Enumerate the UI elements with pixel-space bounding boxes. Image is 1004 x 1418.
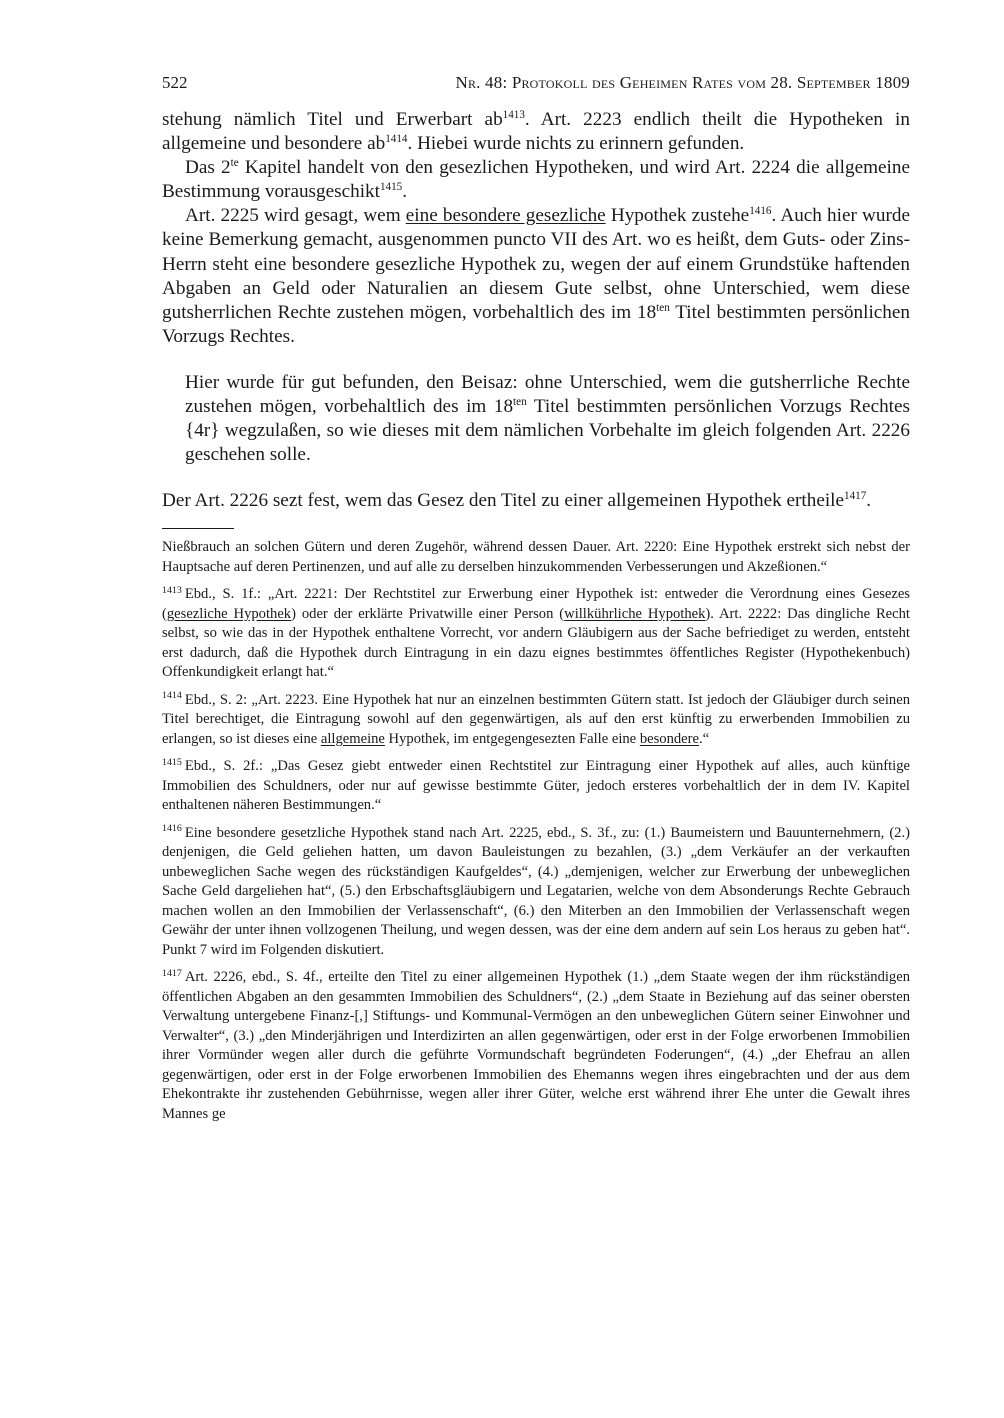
footnote-1416 (162, 824, 910, 961)
footnote-number: 1415 (162, 756, 182, 768)
footnote-1417 (162, 968, 910, 1124)
underlined-phrase: besondere (639, 730, 699, 747)
running-title: Nr. 48: Protokoll des Geheimen Rates vom 28. September 1809 (455, 73, 910, 92)
text-run: Art. 2225 wird gesagt, wem (185, 205, 406, 227)
document-page (162, 72, 910, 1132)
footnote-continuation: Nießbrauch an solchen Gütern und deren Zugehör, während dessen Dauer. Art. 2220: Eine Hypothek erstrekt sich nebst der Hauptsache auf deren Pertinenzen, und auf alle zu derselben hinzukommenden Verbesserungen und Akzeßionen.“ (162, 539, 910, 575)
text-run: Hypothek zustehe (605, 205, 750, 227)
text-run: ). Art. 2222: Das dingliche Recht selbst, so wie das in der Hypothek enthaltene Vorrecht, vor andern Gläubigern aus der Sache befriediget zu werden, entsteht erst dadurch, daß die Hypothek durch Eintragung in ein dazu eignes bestimmtes öffentliches Register (Hypothekenbuch) Offenkundigkeit erlangt hat.“ (162, 605, 910, 681)
text-run: Hier wurde für gut befunden, den Beisaz: ohne Unterschied, wem die gutsherrliche Rechte zustehen mögen, vorbehaltlich des im 18 (185, 371, 910, 418)
text-run: Ebd., S. 1f.: „Art. 2221: Der Rechtstitel zur Erwerbung einer Hypothek ist: entweder die Verordnung eines Gesezes ( (162, 586, 910, 622)
page-number: 522 (162, 73, 188, 92)
main-text (162, 108, 910, 513)
footnote-ref-1417[interactable]: 1417 (844, 490, 867, 503)
footnote-number: 1414 (162, 690, 182, 702)
superscript-ten: ten (513, 396, 527, 409)
underlined-phrase: gesezliche Hypothek (166, 605, 292, 622)
text-run: Titel bestimmten persönlichen Vorzugs Rechtes {4r} wegzulaßen, so wie dieses mit dem nämlichen Vorbehalte im gleich folgenden Art. 2226 geschehen solle. (185, 396, 910, 466)
footnote-number: 1416 (162, 823, 182, 835)
resolution-quote (185, 371, 910, 467)
footnote-ref-1415[interactable]: 1415 (379, 181, 403, 194)
running-head (162, 72, 910, 94)
footnote-number: 1417 (162, 967, 182, 979)
text-run: Art. 2226, ebd., S. 4f., erteilte den Titel zu einer allgemeinen Hypothek (1.) „dem Staate wegen der ihm rückständigen öffentlichen Abgaben an den gesammten Immobilien des Schuldners“, (2.) „dem Staate in Beziehung auf das seiner obersten Verwaltung untergebene Finanz-[,] Stiftungs- und Kommunal-Vermögen an den unbeweglichen Gütern seiner Einwohner und Verwalter“, (3.) „den Minderjährigen und Interdizirten an allen gegenwärtigen, oder erst in der Folge erworbenen Immobilien ihrer Vormünder wegen aller durch die geführte Vormundschaft begründeten Foderungen“, (4.) „der Ehefrau an allen gegenwärtigen, oder erst in der Folge erworbenen Immobilien des Ehemanns wegen ihres eingebrachten und der aus dem Ehekontrakte ihr zustehenden Gebührnisse, wegen aller ihrer Güter, welche erst während ihrer Ehe unter die Gewalt ihres Mannes ge (162, 969, 910, 1122)
footnote-1413 (162, 585, 910, 683)
footnote-1414 (162, 691, 910, 750)
underlined-phrase: eine besondere gesezliche (405, 205, 606, 227)
text-run: . Auch hier wurde keine Bemerkung gemacht, ausgenommen puncto VII des Art. wo es heißt, dem Guts- oder Zins-Herrn steht eine besondere gesezliche Hypothek zu, wegen der auf einem Grundstüke haftenden Abgaben an Geld oder Naturalien an diesem Gute selbst, ohne Unterschied, wem diese gutsherrlichen Rechte zustehen mögen, vorbehaltlich des im 18 (162, 205, 910, 323)
text-run: .“ (698, 730, 710, 747)
footnote-ref-1416[interactable]: 1416 (749, 205, 772, 218)
underlined-phrase: allgemeine (320, 730, 385, 747)
footnote-number: 1413 (162, 584, 182, 596)
text-run: Kapitel handelt von den gesezlichen Hypotheken, und wird Art. 2224 die allgemeine Bestimmung vorausgeschikt (162, 157, 911, 203)
text-run: Eine besondere gesetzliche Hypothek stand nach Art. 2225, ebd., S. 3f., zu: (1.) Baumeistern und Bauunternehmern, (2.) denjenigen, die Geld geliehen hatten, um davon Bauleistungen zu bezahlen, (3.) „dem Verkäufer an der verkauften unbeweglichen Sache wegen des rückständigen Kaufgeldes“, (4.) „demjenigen, welcher zur Erwerbung der unbeweglichen Sache Geld dargeliehen hat“, (5.) den Erbschaftsgläubigern und Legatarien, welche von dem Absonderungs Rechte Gebrauch machen wollen an den Immobilien der Verlassenschaft“, (6.) den Miterben an den Immobilien der Verlassenschaft wegen Gewähr der unter ihnen vollzogenen Theilung, und wegen dessen, was der eine dem andern auf sein Los heraus zu geben hat“. Punkt 7 wird im Folgenden diskutiert. (162, 824, 910, 958)
text-run: . Art. 2223 endlich theilt die Hypotheken in allgemeine und besondere ab (162, 109, 910, 155)
footnote-1415 (162, 757, 910, 816)
text-run: Das 2 (185, 157, 231, 179)
text-run: Der Art. 2226 sezt fest, wem das Gesez den Titel zu einer allgemeinen Hypothek ertheile (162, 490, 845, 512)
footnote-divider (162, 528, 234, 529)
footnote-ref-1413[interactable]: 1413 (502, 109, 525, 122)
text-run: stehung nämlich Titel und Erwerbart ab (162, 109, 503, 130)
paragraph-3 (162, 204, 910, 349)
footnotes (162, 538, 910, 1124)
text-run: Hypothek, im entgegengesezten Falle eine (384, 730, 640, 747)
text-run: Ebd., S. 2f.: „Das Gesez giebt entweder einen Rechtstitel zur Eintragung einer Hypothek auf alles, auch künftige Immobilien des Schuldners, oder nur auf gewisse bestimmte Güter, jedoch ersteres vorbehaltlich der in dem IV. Kapitel enthaltenen näheren Bestimmungen.“ (162, 758, 910, 814)
text-run: . Hiebei wurde nichts zu erinnern gefunden. (407, 133, 745, 155)
paragraph-4 (162, 489, 910, 513)
superscript-te: te (230, 157, 239, 170)
paragraph-1 (162, 108, 910, 156)
text-run: . (402, 181, 408, 203)
text-run: Ebd., S. 2: „Art. 2223. Eine Hypothek hat nur an einzelnen bestimmten Gütern statt. Ist jedoch der Gläubiger durch seinen Titel berechtiget, die Eintragung sowohl auf den gegenwärtigen, als auf den erst künftig zu erwerbenden Immobilien zu erlangen, so ist dieses eine (162, 691, 910, 747)
superscript-ten: ten (656, 301, 670, 314)
paragraph-2 (162, 156, 910, 204)
text-run: ) oder der erklärte Privatwille einer Person ( (291, 605, 565, 622)
text-run: Titel bestimmten persönlichen Vorzugs Rechtes. (162, 301, 910, 347)
footnote-ref-1414[interactable]: 1414 (385, 133, 408, 146)
text-run: . (866, 490, 872, 512)
underlined-phrase: willkührliche Hypothek (564, 605, 706, 622)
